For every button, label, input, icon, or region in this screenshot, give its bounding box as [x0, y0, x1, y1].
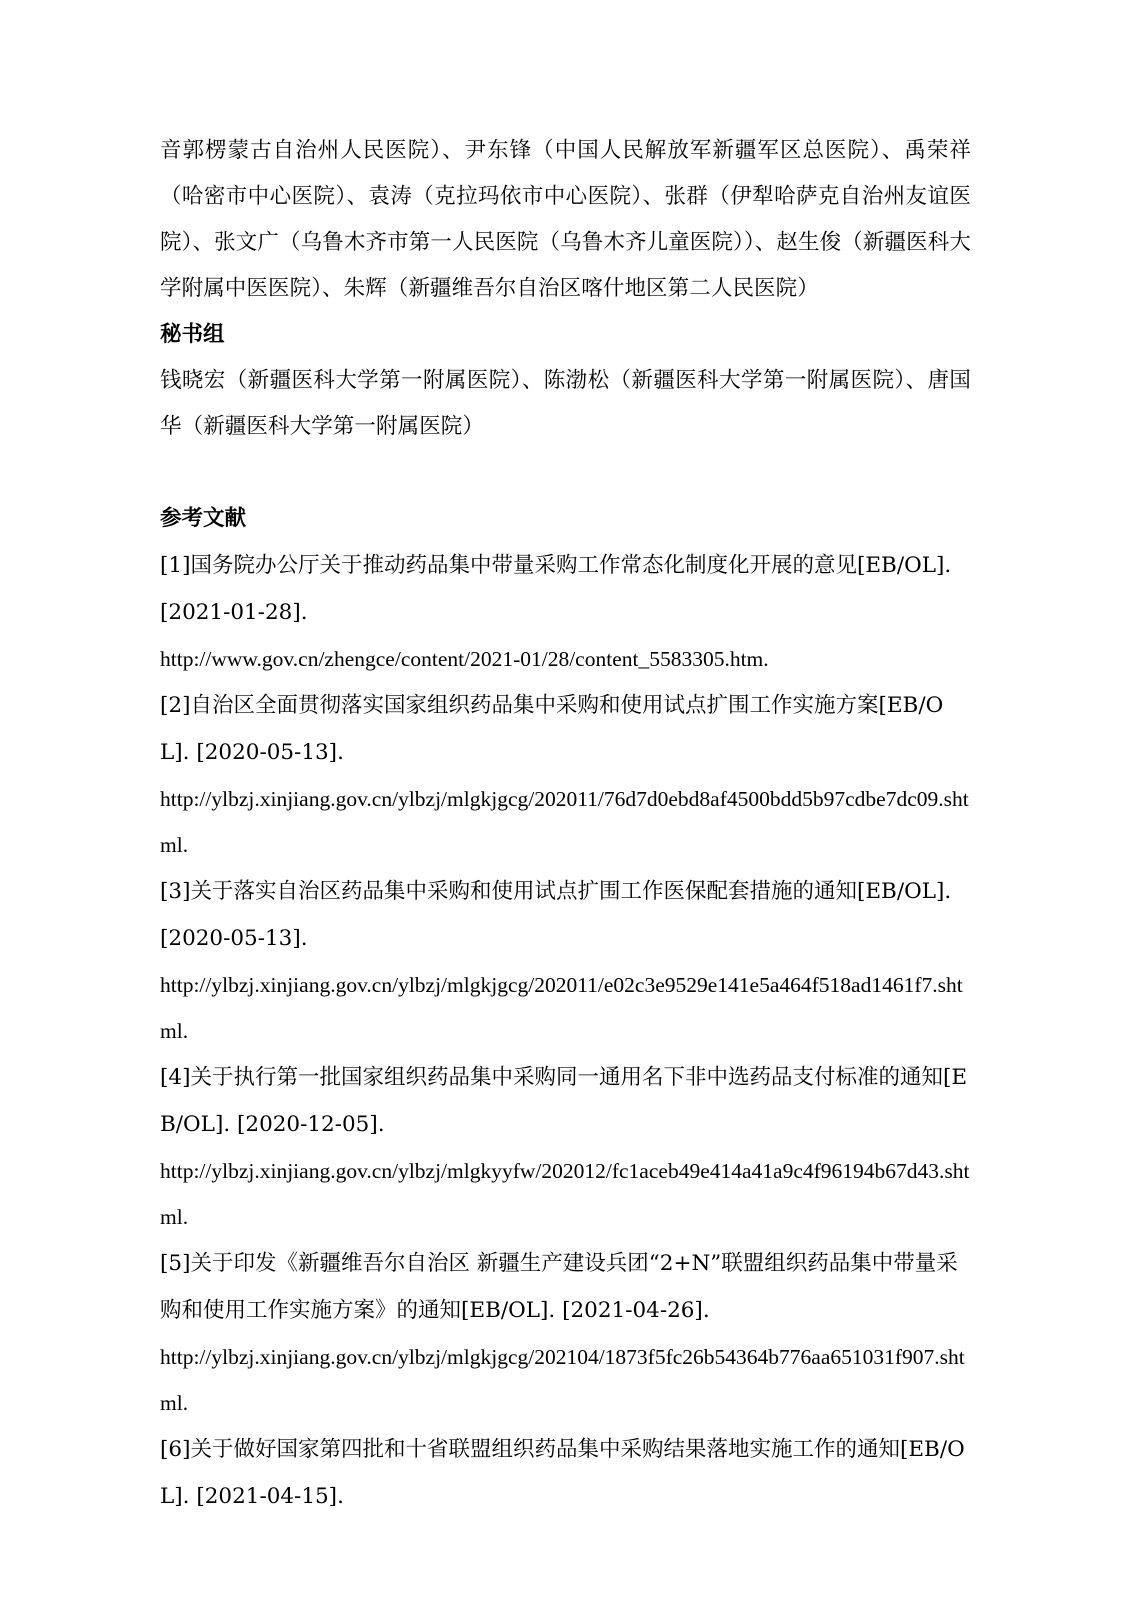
reference-item — [160, 1240, 971, 1334]
reference-item — [160, 868, 971, 962]
reference-title: [2]自治区全面贯彻落实国家组织药品集中采购和使用试点扩围工作实施方案[EB/OL]. [2020-05-13]. — [160, 693, 944, 765]
reference-url[interactable]: http://ylbzj.xinjiang.gov.cn/ylbzj/mlgkyyfw/202012/fc1aceb49e414a41a9c4f96194b67d43.shtml. — [160, 1159, 970, 1229]
reference-title: [3]关于落实自治区药品集中采购和使用试点扩围工作医保配套措施的通知[EB/OL]. [2020-05-13]. — [160, 879, 952, 951]
reference-url[interactable]: http://www.gov.cn/zhengce/content/2021-01/28/content_5583305.htm. — [160, 647, 769, 671]
reference-title: [6]关于做好国家第四批和十省联盟组织药品集中采购结果落地实施工作的通知[EB/OL]. [2021-04-15]. — [160, 1437, 965, 1509]
reference-title: [1]国务院办公厅关于推动药品集中带量采购工作常态化制度化开展的意见[EB/OL]. [2021-01-28]. — [160, 553, 952, 625]
reference-item — [160, 1426, 971, 1520]
reference-title: [5]关于印发《新疆维吾尔自治区 新疆生产建设兵团“2+N”联盟组织药品集中带量采购和使用工作实施方案》的通知[EB/OL]. [2021-04-26]. — [160, 1251, 958, 1323]
references-heading: 参考文献 — [160, 506, 247, 531]
committee-continuation-paragraph: 音郭楞蒙古自治州人民医院）、尹东锋（中国人民解放军新疆军区总医院）、禹荣祥（哈密市中心医院）、袁涛（克拉玛依市中心医院）、张群（伊犁哈萨克自治州友谊医院）、张文广（乌鲁木齐市第一人民医院（乌鲁木齐儿童医院））、赵生俊（新疆医科大学附属中医医院）、朱辉（新疆维吾尔自治区喀什地区第二人民医院） — [160, 138, 971, 301]
section-spacer — [160, 450, 971, 496]
secretary-group-heading: 秘书组 — [160, 322, 225, 347]
secretary-group-members: 钱晓宏（新疆医科大学第一附属医院）、陈渤松（新疆医科大学第一附属医院）、唐国华（新疆医科大学第一附属医院） — [160, 368, 971, 439]
reference-title: [4]关于执行第一批国家组织药品集中采购同一通用名下非中选药品支付标准的通知[EB/OL]. [2020-12-05]. — [160, 1065, 968, 1137]
reference-url[interactable]: http://ylbzj.xinjiang.gov.cn/ylbzj/mlgkjgcg/202011/e02c3e9529e141e5a464f518ad1461f7.shtml. — [160, 973, 963, 1043]
reference-item — [160, 542, 971, 636]
reference-item — [160, 682, 971, 776]
reference-url[interactable]: http://ylbzj.xinjiang.gov.cn/ylbzj/mlgkjgcg/202104/1873f5fc26b54364b776aa651031f907.shtml. — [160, 1345, 965, 1415]
reference-item — [160, 1054, 971, 1148]
reference-url[interactable]: http://ylbzj.xinjiang.gov.cn/ylbzj/mlgkjgcg/202011/76d7d0ebd8af4500bdd5b97cdbe7dc09.shtml. — [160, 787, 969, 857]
